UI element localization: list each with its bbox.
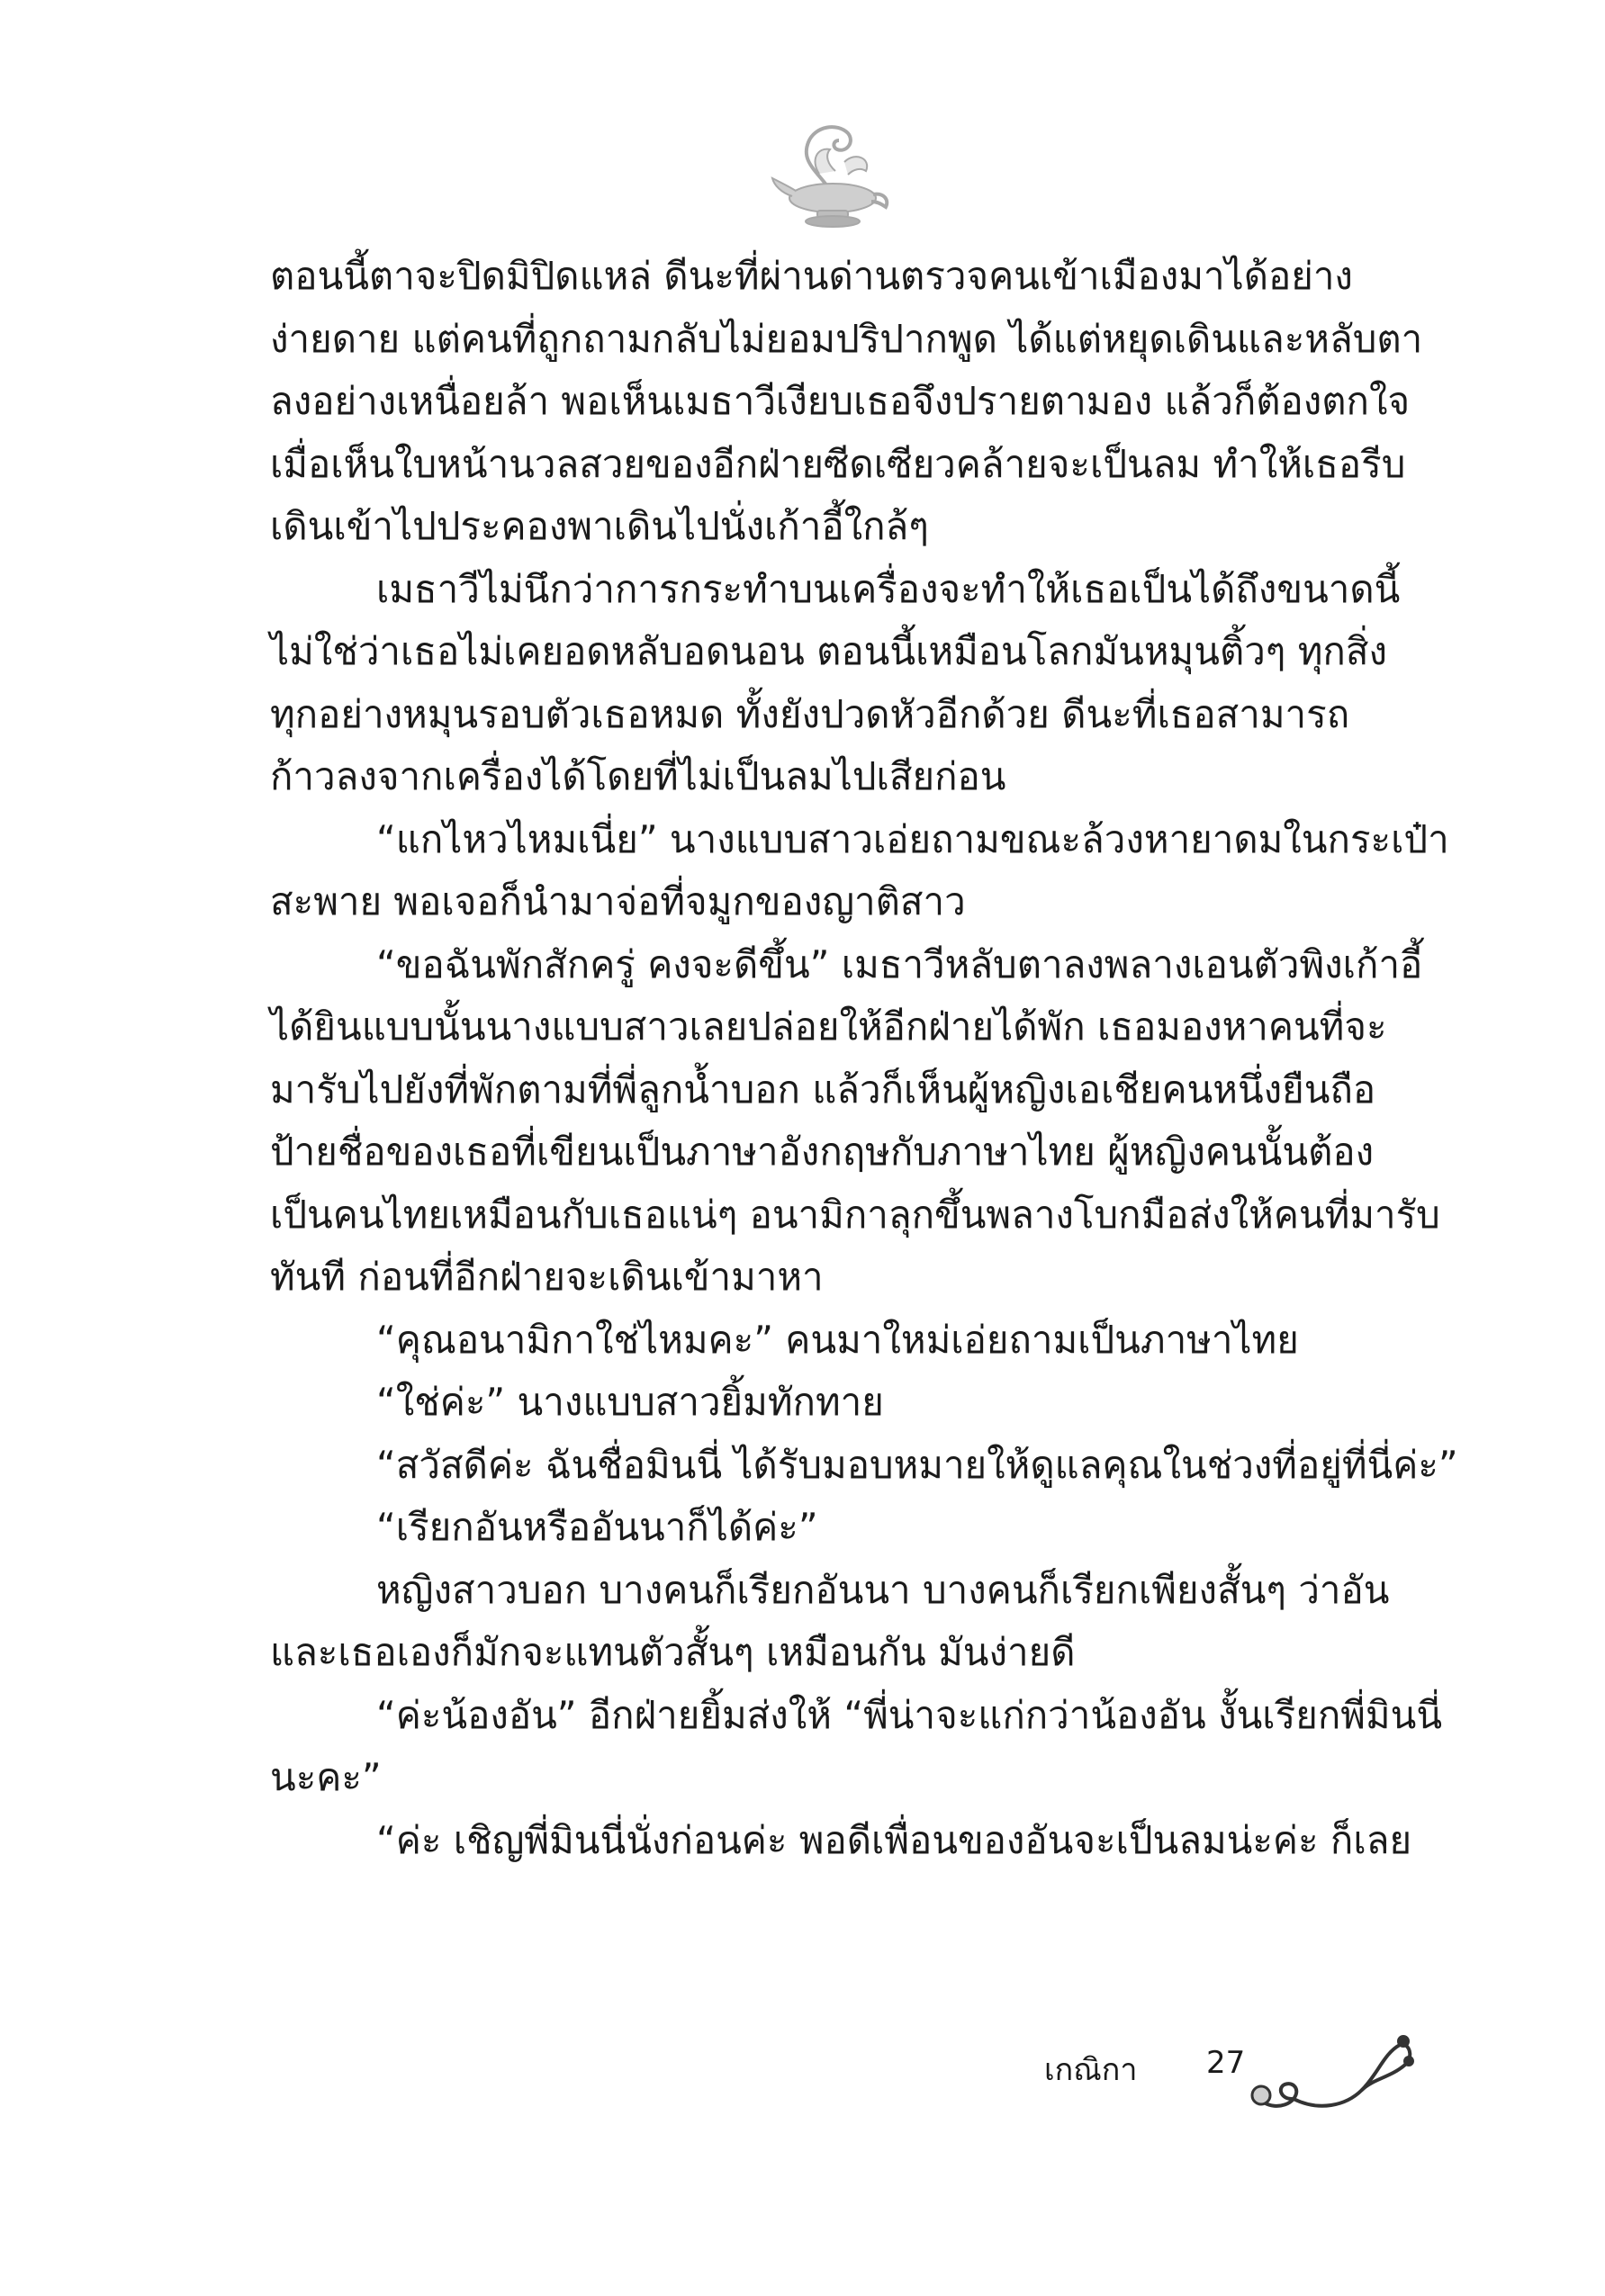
text-line: “ค่ะ เชิญพี่มินนี่นั่งก่อนค่ะ พอดีเพื่อนของอันจะเป็นลมน่ะค่ะ ก็เลย [376, 1817, 1412, 1862]
text-line: เป็นคนไทยเหมือนกับเธอแน่ๆ อนามิกาลุกขึ้นพลางโบกมือส่งให้คนที่มารับ [270, 1192, 1440, 1237]
text-line: ไม่ใช่ว่าเธอไม่เคยอดหลับอดนอน ตอนนี้เหมือนโลกมันหมุนติ้วๆ ทุกสิ่ง [270, 629, 1387, 673]
text-line: ได้ยินแบบนั้นนางแบบสาวเลยปล่อยให้อีกฝ่ายได้พัก เธอมองหาคนที่จะ [270, 1004, 1387, 1049]
text-line: “แกไหวไหมเนี่ย” นางแบบสาวเอ่ยถามขณะล้วงหายาดมในกระเป๋า [376, 816, 1449, 861]
text-line: ทุกอย่างหมุนรอบตัวเธอหมด ทั้งยังปวดหัวอีกด้วย ดีนะที่เธอสามารถ [270, 691, 1350, 736]
text-line: เดินเข้าไปประคองพาเดินไปนั่งเก้าอี้ใกล้ๆ [270, 504, 929, 548]
text-line: เมื่อเห็นใบหน้านวลสวยของอีกฝ่ายซีดเซียวคล้ายจะเป็นลม ทำให้เธอรีบ [270, 441, 1406, 486]
text-line: เมธาวีไม่นึกว่าการกระทำบนเครื่องจะทำให้เธอเป็นได้ถึงขนาดนี้ [376, 566, 1401, 611]
genie-lamp-icon [765, 106, 900, 241]
text-line: ตอนนี้ตาจะปิดมิปิดแหล่ ดีนะที่ผ่านด่านตรวจคนเข้าเมืองมาได้อย่าง [270, 254, 1353, 298]
stethoscope-icon [1247, 2025, 1427, 2115]
text-line: “ใช่ค่ะ” นางแบบสาวยิ้มทักทาย [376, 1380, 884, 1424]
text-line: “คุณอนามิกาใช่ไหมคะ” คนมาใหม่เอ่ยถามเป็นภาษาไทย [376, 1317, 1299, 1362]
text-line: “เรียกอันหรืออันนาก็ได้ค่ะ” [376, 1505, 818, 1549]
text-line: “ค่ะน้องอัน” อีกฝ่ายยิ้มส่งให้ “พี่น่าจะแก่กว่าน้องอัน งั้นเรียกพี่มินนี่ [376, 1692, 1443, 1737]
text-line: “ขอฉันพักสักครู่ คงจะดีขึ้น” เมธาวีหลับตาลงพลางเอนตัวพิงเก้าอี้ [376, 941, 1423, 986]
text-line: นะคะ” [270, 1755, 382, 1799]
text-line: ง่ายดาย แต่คนที่ถูกถามกลับไม่ยอมปริปากพูด ได้แต่หยุดเดินและหลับตา [270, 316, 1423, 361]
text-line: ลงอย่างเหนื่อยล้า พอเห็นเมธาวีเงียบเธอจึงปรายตามอง แล้วก็ต้องตกใจ [270, 379, 1411, 423]
text-line: ก้าวลงจากเครื่องได้โดยที่ไม่เป็นลมไปเสียก่อน [270, 754, 1006, 798]
text-line: ทันที ก่อนที่อีกฝ่ายจะเดินเข้ามาหา [270, 1255, 824, 1299]
page-footer [1044, 2025, 1422, 2124]
text-line: “สวัสดีค่ะ ฉันชื่อมินนี่ ได้รับมอบหมายให้ดูแลคุณในช่วงที่อยู่ที่นี่ค่ะ” [376, 1442, 1458, 1487]
text-line: หญิงสาวบอก บางคนก็เรียกอันนา บางคนก็เรียกเพียงสั้นๆ ว่าอัน [376, 1567, 1390, 1612]
text-line: สะพาย พอเจอก็นำมาจ่อที่จมูกของญาติสาว [270, 879, 966, 923]
page-number: 27 [1206, 2045, 1246, 2081]
text-line: ป้ายชื่อของเธอที่เขียนเป็นภาษาอังกฤษกับภาษาไทย ผู้หญิงคนนั้นต้อง [270, 1130, 1375, 1174]
body-text [270, 245, 1458, 1871]
text-line: มารับไปยังที่พักตามที่พี่ลูกน้ำบอก แล้วก็เห็นผู้หญิงเอเชียคนหนึ่งยืนถือ [270, 1067, 1376, 1112]
text-line: และเธอเองก็มักจะแทนตัวสั้นๆ เหมือนกัน มันง่ายดี [270, 1630, 1076, 1674]
running-title: เกณิกา [1044, 2052, 1138, 2088]
